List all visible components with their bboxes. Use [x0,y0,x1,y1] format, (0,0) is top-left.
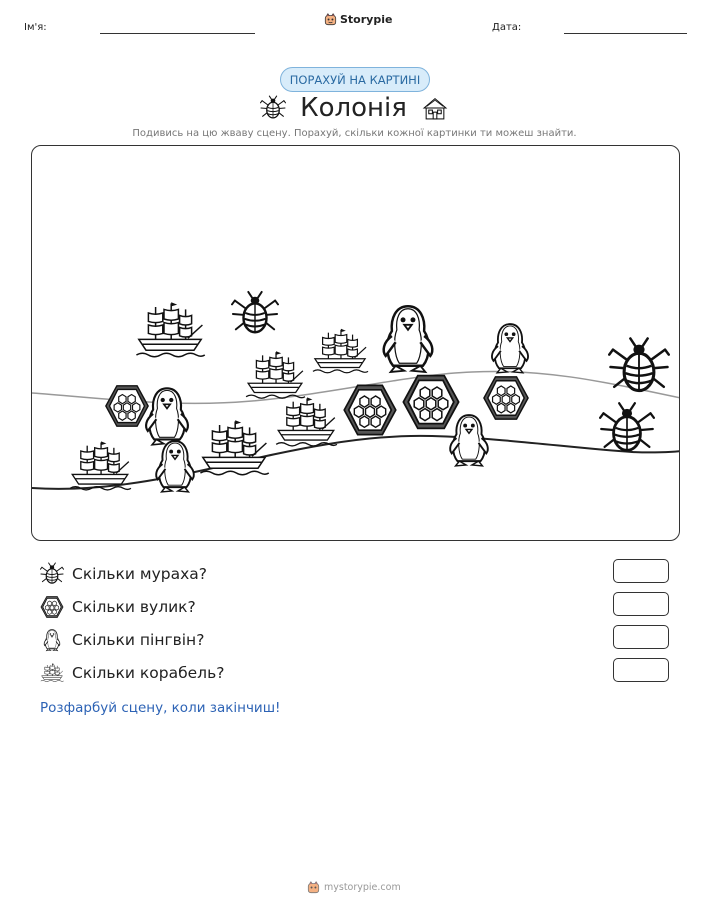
ant-icon [231,290,279,338]
date-line[interactable] [564,33,687,34]
penguin-icon [40,628,64,652]
question-text: Скільки пінгвін? [72,631,205,649]
penguin-icon [151,436,199,496]
penguin-icon [487,320,533,376]
ship-icon [68,438,132,496]
beehive-icon [342,382,398,438]
penguin-icon [445,410,493,470]
date-label: Дата: [492,22,522,33]
name-line[interactable] [100,33,255,34]
ant-icon [40,562,64,586]
ant-icon [599,401,655,457]
answer-box-penguins[interactable] [613,625,669,649]
ship-icon [274,394,338,452]
ant-icon [260,95,286,121]
category-pill: ПОРАХУЙ НА КАРТИНІ [280,67,430,92]
page-title: Колонія [300,93,407,123]
ship-icon [134,300,206,362]
picture-scene [31,145,680,541]
penguin-icon [377,301,439,376]
beehive-icon [40,595,64,619]
ship-icon [40,661,64,685]
name-label: Ім'я: [24,22,47,33]
answer-box-hives[interactable] [613,592,669,616]
question-row [40,627,204,653]
title-row [0,93,709,123]
answer-box-ants[interactable] [613,559,669,583]
ship-icon [311,326,369,378]
brand [324,13,392,26]
storypie-logo-icon [307,881,320,894]
house-icon [421,95,449,121]
question-row [40,594,196,620]
question-text: Скільки вулик? [72,598,196,616]
instructions: Подивись на цю жваву сцену. Порахуй, скільки кожної картинки ти можеш знайти. [132,128,577,139]
question-text: Скільки мураха? [72,565,207,583]
brand-name: Storypie [340,13,393,26]
question-text: Скільки корабель? [72,664,225,682]
question-row [40,660,224,686]
question-row [40,561,207,587]
storypie-logo-icon [324,13,337,26]
ant-icon [608,336,670,398]
site-url: mystorypie.com [324,882,401,893]
site-footer [307,881,401,894]
color-instruction: Розфарбуй сцену, коли закінчиш! [40,700,281,716]
answer-box-ships[interactable] [613,658,669,682]
ship-icon [198,418,270,480]
